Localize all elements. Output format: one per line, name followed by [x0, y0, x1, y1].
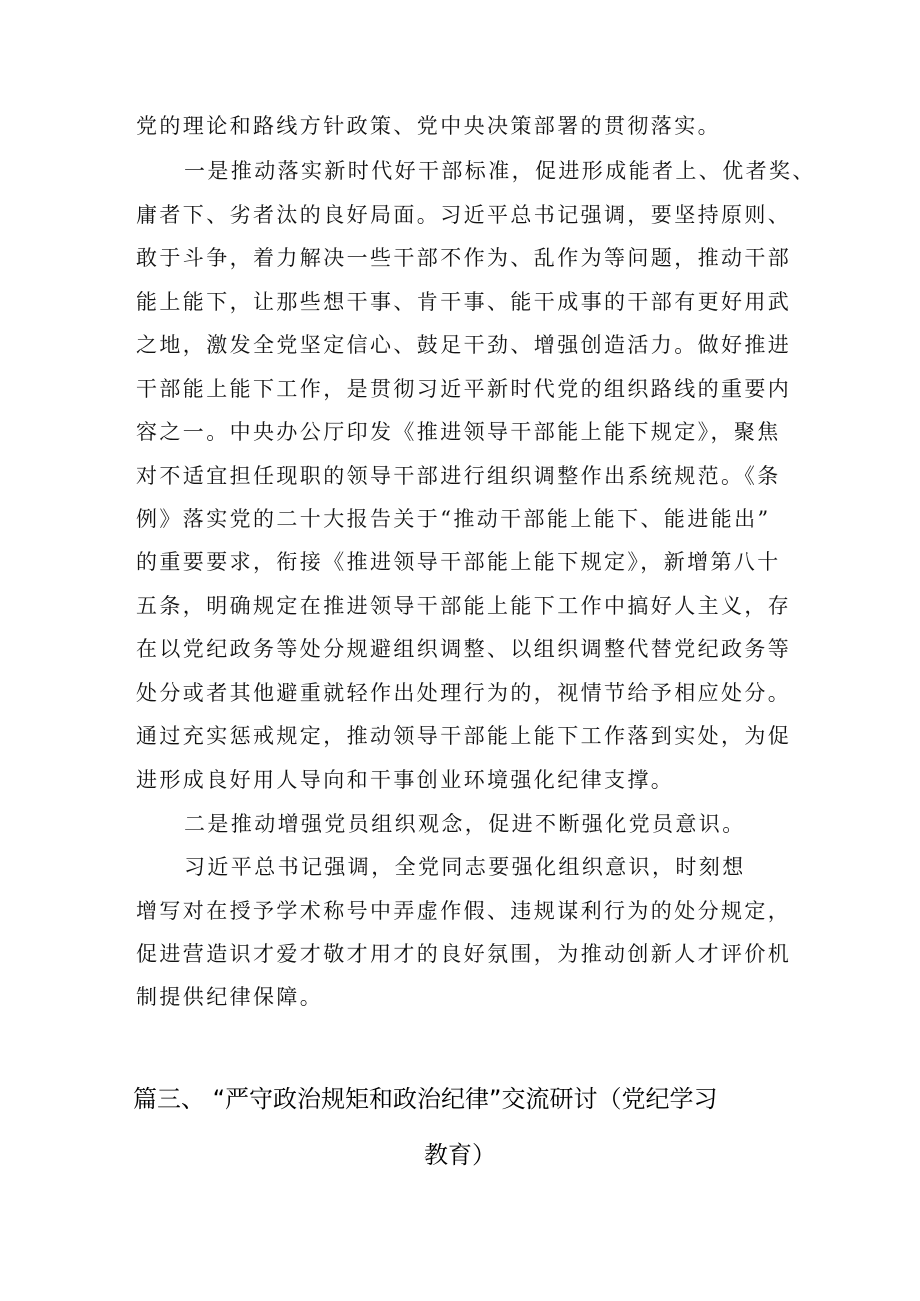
- text-line: 进形成良好用人导向和干事创业环境强化纪律支撑。: [136, 768, 675, 792]
- text-line: 的重要要求，衔接《推进领导干部能上能下规定》，新增第八十: [136, 550, 781, 574]
- text-line: 干部能上能下工作，是贯彻习近平新时代党的组织路线的重要内: [136, 377, 792, 401]
- text-line: 之地，激发全党坚定信心、鼓足干劲、增强创造活力。做好推进: [136, 333, 792, 357]
- text-line: 对不适宜担任现职的领导干部进行组织调整作出系统规范。《条: [136, 464, 781, 488]
- text-line: 制提供纪律保障。: [136, 985, 324, 1009]
- section-heading-continuation: 教育）: [424, 1141, 496, 1169]
- text-line: 党的理论和路线方针政策、党中央决策部署的贯彻落实。: [136, 114, 721, 138]
- text-line: 促进营造识才爱才敬才用才的良好氛围，为推动创新人才评价机: [136, 942, 792, 966]
- text-line: 敢于斗争，着力解决一些干部不作为、乱作为等问题，推动干部: [136, 246, 792, 270]
- paragraph-first-line: 习近平总书记强调，全党同志要强化组织意识，时刻想: [184, 855, 746, 879]
- text-line: 五条，明确规定在推进领导干部能上能下工作中搞好人主义，存: [136, 594, 792, 618]
- paragraph-first-line: 二是推动增强党员组织观念，促进不断强化党员意识。: [184, 812, 746, 836]
- text-line: 在以党纪政务等处分规避组织调整、以组织调整代替党纪政务等: [136, 637, 792, 661]
- text-line: 容之一。中央办公厅印发《推进领导干部能上能下规定》，聚焦: [136, 420, 781, 444]
- text-line: 庸者下、劣者汰的良好局面。习近平总书记强调，要坚持原则、: [136, 203, 792, 227]
- text-line: 增写对在授予学术称号中弄虚作假、违规谋利行为的处分规定，: [136, 899, 792, 923]
- text-line: 通过充实惩戒规定，推动领导干部能上能下工作落到实处，为促: [136, 724, 792, 748]
- text-line: 例》落实党的二十大报告关于“推动干部能上能下、能进能出”: [136, 507, 771, 531]
- section-heading: 篇三、 “严守政治规矩和政治纪律”交流研讨（党纪学习: [133, 1085, 718, 1113]
- text-line: 能上能下，让那些想干事、肯干事、能干成事的干部有更好用武: [136, 290, 792, 314]
- paragraph-first-line: 一是推动落实新时代好干部标准，促进形成能者上、优者奖、: [184, 159, 816, 183]
- text-line: 处分或者其他避重就轻作出处理行为的，视情节给予相应处分。: [136, 681, 792, 705]
